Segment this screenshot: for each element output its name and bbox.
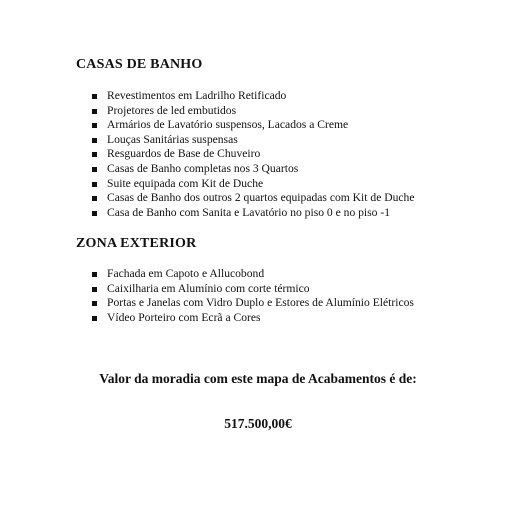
list-item: Fachada em Capoto e Allucobond: [92, 267, 414, 282]
list-item: Revestimentos em Ladrilho Retificado: [92, 89, 415, 104]
list-item: Resguardos de Base de Chuveiro: [92, 147, 415, 162]
price-label: Valor da moradia com este mapa de Acabamentos é de:: [99, 371, 417, 386]
price-value: 517.500,00€: [224, 416, 292, 431]
list-item: Caixilharia em Alumínio com corte térmico: [92, 282, 414, 297]
section-title-zona-exterior: ZONA EXTERIOR: [76, 236, 197, 251]
list-item: Casas de Banho completas nos 3 Quartos: [92, 162, 415, 177]
list-item: Portas e Janelas com Vidro Duplo e Estores de Alumínio Elétricos: [92, 296, 414, 311]
list-item: Vídeo Porteiro com Ecrã a Cores: [92, 311, 414, 326]
list-item: Armários de Lavatório suspensos, Lacados a Creme: [92, 118, 415, 133]
casas-de-banho-list: [92, 89, 415, 220]
list-item: Casas de Banho dos outros 2 quartos equipadas com Kit de Duche: [92, 191, 415, 206]
zona-exterior-list: [92, 267, 414, 325]
list-item: Suite equipada com Kit de Duche: [92, 177, 415, 192]
list-item: Louças Sanitárias suspensas: [92, 133, 415, 148]
list-item: Projetores de led embutidos: [92, 104, 415, 119]
section-title-casas-de-banho: CASAS DE BANHO: [76, 57, 203, 72]
list-item: Casa de Banho com Sanita e Lavatório no piso 0 e no piso -1: [92, 206, 415, 221]
